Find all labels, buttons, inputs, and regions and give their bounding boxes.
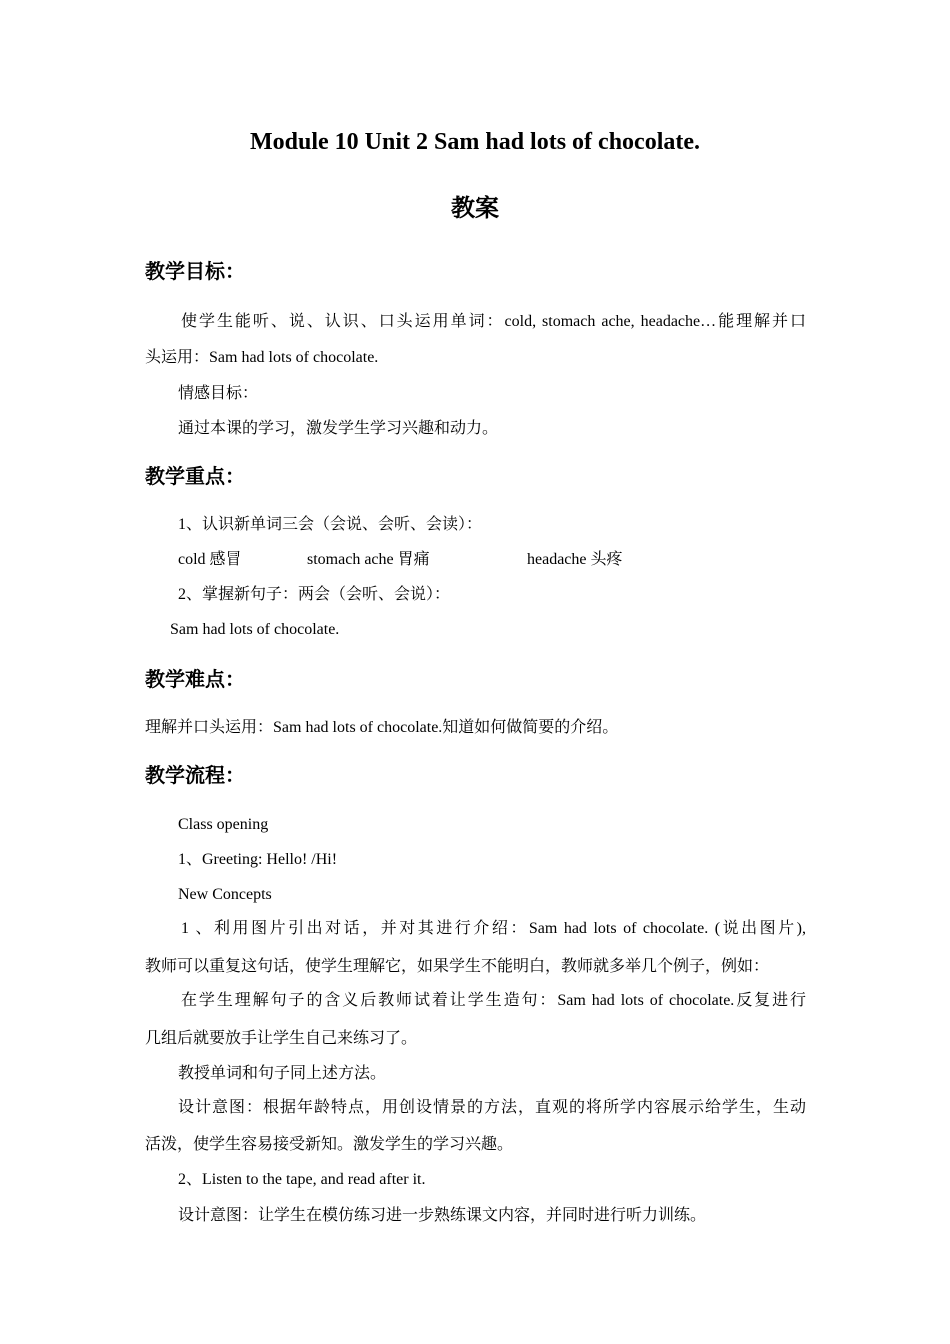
emotion-label: 情感目标： — [178, 385, 259, 402]
document-subtitle: 教案 — [451, 196, 499, 222]
design-intent-1-line1: 设计意图：根据年龄特点，用创设情景的方法，直观的将所学内容展示给学生，生动 — [178, 1099, 806, 1116]
step1-line1: 1 、利用图片引出对话，并对其进行介绍：Sam had lots of chocolate. (说出图片), — [181, 920, 806, 937]
heading-difficulties: 教学难点： — [145, 669, 245, 691]
design-intent-1-line2: 活泼，使学生容易接受新知。激发学生的学习兴趣。 — [145, 1136, 514, 1153]
vocab-stomach-ache: stomach ache 胃痛 — [307, 551, 430, 568]
new-concepts: New Concepts — [178, 886, 272, 903]
listen-step: 2、Listen to the tape, and read after it. — [178, 1171, 426, 1188]
step1-line2: 教师可以重复这句话，使学生理解它，如果学生不能明白，教师就多举几个例子，例如： — [145, 958, 770, 975]
key-point-2: 2、掌握新句子：两会（会听、会说）： — [178, 586, 451, 603]
heading-objectives: 教学目标： — [145, 261, 245, 283]
heading-process: 教学流程： — [145, 765, 245, 787]
vocab-cold: cold 感冒 — [178, 551, 242, 568]
key-point-1: 1、认识新单词三会（会说、会听、会读）： — [178, 516, 483, 533]
step1-line3: 在学生理解句子的含义后教师试着让学生造句：Sam had lots of chocolate.反复进行 — [181, 992, 806, 1009]
step1-line4: 几组后就要放手让学生自己来练习了。 — [145, 1030, 418, 1047]
key-sentence: Sam had lots of chocolate. — [170, 621, 340, 638]
emotion-text: 通过本课的学习，激发学生学习兴趣和动力。 — [178, 420, 499, 437]
class-opening: Class opening — [178, 816, 269, 833]
objectives-line1: 使学生能听、说、认识、口头运用单词：cold, stomach ache, headache…能理解并口 — [181, 313, 806, 330]
design-intent-2: 设计意图：让学生在模仿练习进一步熟练课文内容，并同时进行听力训练。 — [178, 1207, 707, 1224]
step1-line5: 教授单词和句子同上述方法。 — [178, 1065, 387, 1082]
vocab-headache: headache 头疼 — [527, 551, 623, 568]
heading-key-points: 教学重点： — [145, 466, 245, 488]
objectives-line2: 头运用：Sam had lots of chocolate. — [145, 349, 379, 366]
difficulties-text: 理解并口头运用：Sam had lots of chocolate.知道如何做简要的介绍。 — [145, 719, 619, 736]
greeting: 1、Greeting: Hello! /Hi! — [178, 851, 338, 868]
document-title: Module 10 Unit 2 Sam had lots of chocolate. — [250, 129, 700, 155]
